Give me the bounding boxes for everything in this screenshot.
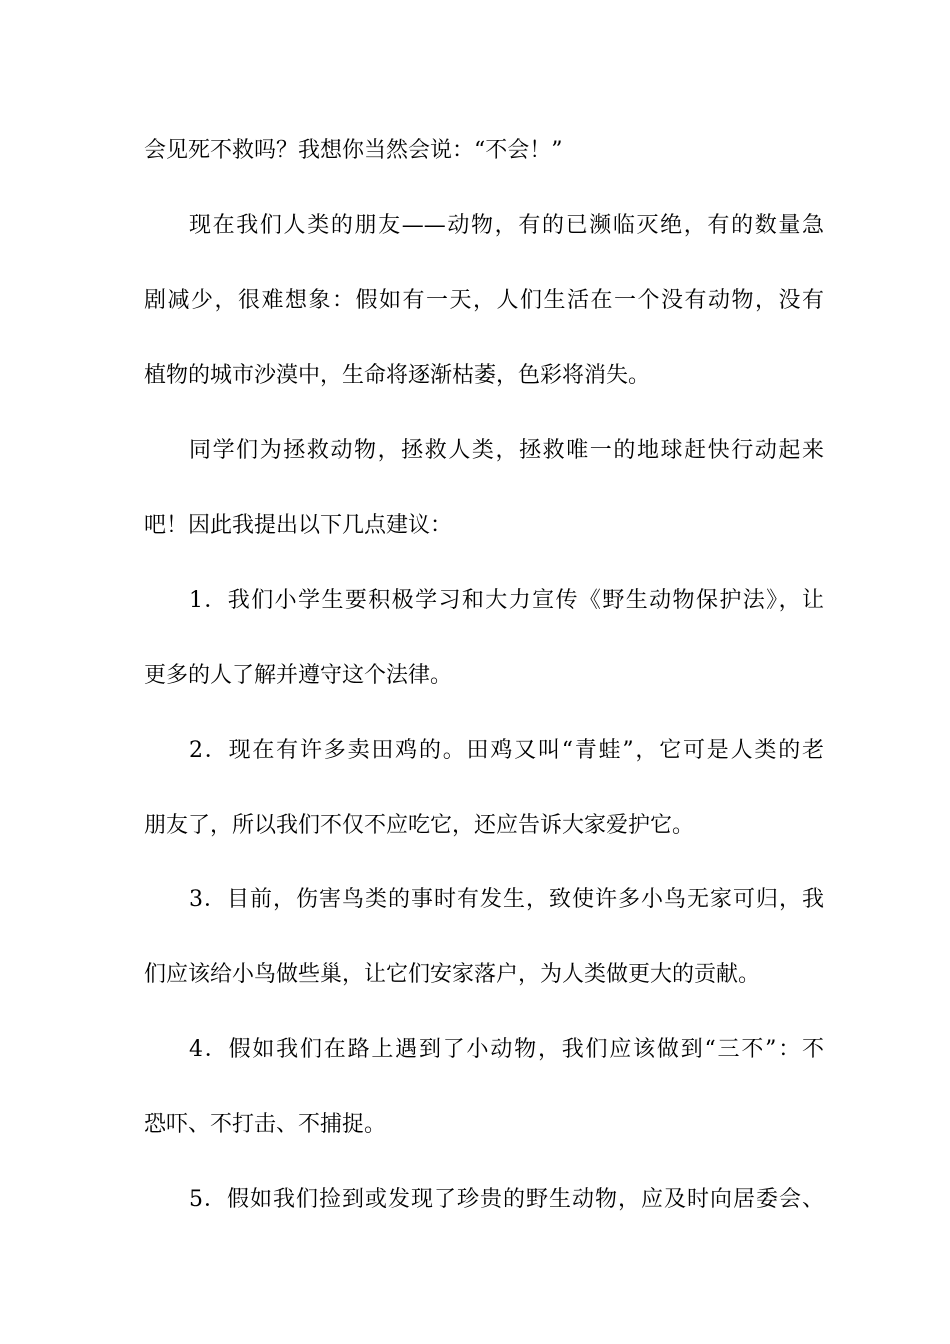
text-line: 植物的城市沙漠中，生命将逐渐枯萎，色彩将消失。 xyxy=(144,363,651,388)
paragraph-first-line: 同学们为拯救动物，拯救人类，拯救唯一的地球赶快行动起来 xyxy=(189,438,824,463)
paragraph-first-line: 现在我们人类的朋友——动物，有的已濒临灭绝，有的数量急 xyxy=(189,213,824,238)
text-line: 们应该给小鸟做些巢，让它们安家落户，为人类做更大的贡献。 xyxy=(144,962,761,987)
list-item-5-line: 5．假如我们捡到或发现了珍贵的野生动物，应及时向居委会、 xyxy=(189,1187,824,1212)
text-line: 会见死不救吗？我想你当然会说：“不会！” xyxy=(144,138,563,163)
text-line: 更多的人了解并遵守这个法律。 xyxy=(144,663,453,688)
list-item-3-line: 3．目前，伤害鸟类的事时有发生，致使许多小鸟无家可归，我 xyxy=(189,887,824,912)
text-line: 剧减少，很难想象：假如有一天，人们生活在一个没有动物，没有 xyxy=(144,288,824,313)
text-line: 吧！因此我提出以下几点建议： xyxy=(144,513,453,538)
text-line: 恐吓、不打击、不捕捉。 xyxy=(144,1112,387,1137)
text-line: 朋友了，所以我们不仅不应吃它，还应告诉大家爱护它。 xyxy=(144,813,695,838)
list-item-2-line: 2．现在有许多卖田鸡的。田鸡又叫“青蛙”，它可是人类的老 xyxy=(189,738,824,763)
list-item-1-line: 1．我们小学生要积极学习和大力宣传《野生动物保护法》，让 xyxy=(189,588,824,613)
list-item-4-line: 4．假如我们在路上遇到了小动物，我们应该做到“三不”：不 xyxy=(189,1037,824,1062)
